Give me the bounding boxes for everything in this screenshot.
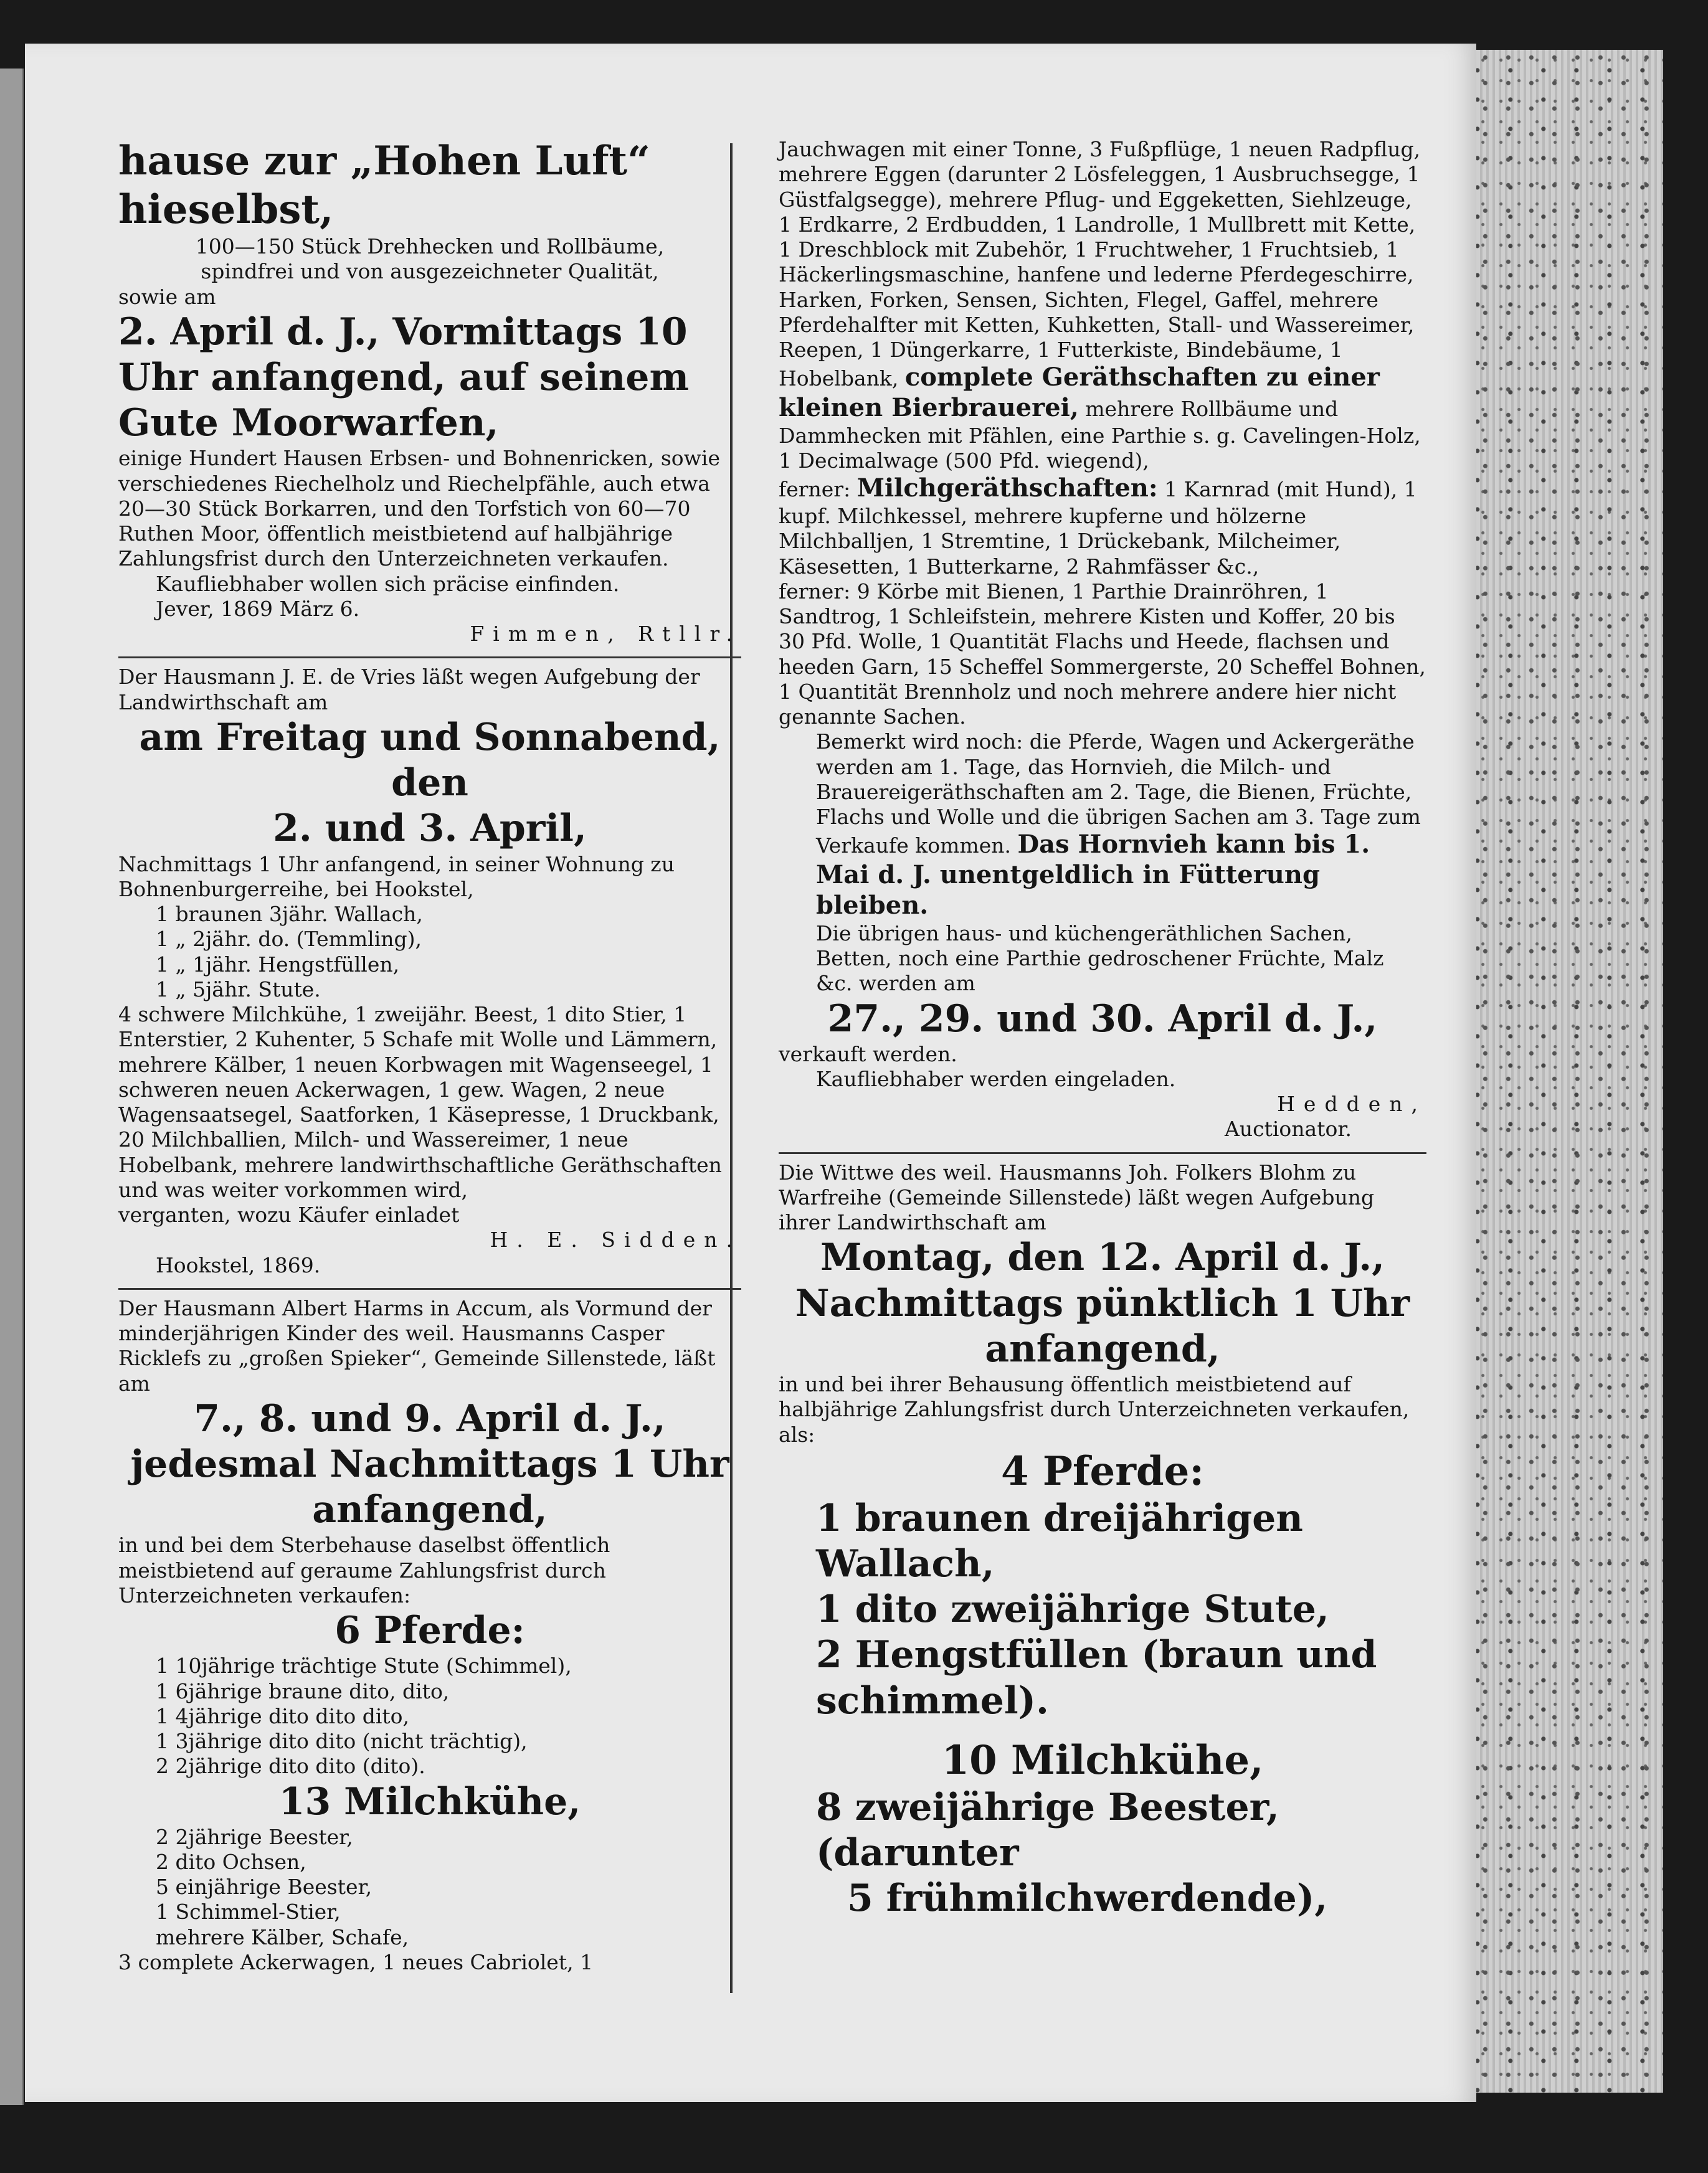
cont-body5: Die übrigen haus- und küchengeräthlichen Sachen, Betten, noch eine Parthie gedroschener Früchte, Malz &c. werden am: [816, 921, 1384, 996]
ad1-line1: hause zur „Hohen Luft“ hieselbst,: [118, 138, 650, 234]
ad1-signature: Fimmen, Rtllr.: [470, 622, 741, 646]
ad-separator: [118, 1288, 741, 1290]
cont-milk-equipment: ferner: Milchgeräthschaften: 1 Karnrad (mit Hund), 1 kupf. Milchkessel, mehrere kupferne und hölzerne Milchballjen, 1 Stremtine, 1 Drückebank, Milcheimer, Käsesetten, 1 Butterkarne, 2 Rahmfässer &c.,: [779, 473, 1417, 579]
ad4-cow: 8 zweijährige Beester, (darunter: [816, 1785, 1279, 1875]
cont-bold1: complete Geräthschaften zu einer kleinen Bierbrauerei,: [779, 362, 1380, 423]
cont-buyers: Kaufliebhaber werden eingeladen.: [816, 1066, 1176, 1091]
ad4-cows-heading: 10 Milchkühe,: [941, 1736, 1264, 1784]
ad2-item: 1 „ 2jähr. do. (Temmling),: [156, 927, 422, 952]
cont-bold2: Milchgeräthschaften:: [856, 473, 1158, 503]
ad3-horse: 1 3jährige dito dito (nicht trächtig),: [156, 1729, 528, 1754]
ad-moorwarfen: [118, 137, 741, 646]
ad3-cow: 2 2jährige Beester,: [156, 1824, 353, 1849]
ad3-cow: 3 complete Ackerwagen, 1 neues Cabriolet, 1: [118, 1949, 594, 1974]
ad3-horse: 2 2jährige dito dito (dito).: [156, 1754, 425, 1779]
ad1-line3: spindfrei und von ausgezeichneter Qualität,: [201, 259, 659, 284]
newspaper-page: [25, 44, 1476, 2102]
ad1-buyers: Kaufliebhaber wollen sich präcise einfinden.: [156, 571, 620, 596]
ad3-horse: 1 6jährige braune dito, dito,: [156, 1678, 450, 1703]
cont-note: Bemerkt wird noch: die Pferde, Wagen und Ackergeräthe werden am 1. Tage, das Hornvieh, die Milch- und Brauereigeräthschaften am 2. Tage, die Bienen, Früchte, Flachs und Wolle und die übrigen Sachen am 3. Tage zum Verkaufe kommen. Das Hornvieh kann bis 1. Mai d. J. unentgeldlich in Fütterung bleiben.: [816, 729, 1421, 920]
ad-harms: [118, 1296, 741, 1975]
ad2-intro: Der Hausmann J. E. de Vries läßt wegen Aufgebung der Landwirthschaft am: [118, 665, 700, 714]
right-column: [779, 137, 1426, 1921]
previous-page-edge: [0, 69, 24, 2105]
ad3-intro: Der Hausmann Albert Harms in Accum, als Vormund der minderjährigen Kinder des weil. Hausmanns Casper Ricklefs zu „großen Spieker“, Gemeinde Sillenstede, läßt am: [118, 1295, 716, 1396]
ad4-horse: 1 dito zweijährige Stute,: [816, 1588, 1329, 1632]
ad4-cow: 5 frühmilchwerdende),: [847, 1877, 1328, 1921]
cont-sold: verkauft werden.: [779, 1041, 957, 1066]
ad1-body: einige Hundert Hausen Erbsen- und Bohnenricken, sowie verschiedenes Riechelholz und Riechelpfähle, auch etwa 20—30 Stück Borkarren, und den Torfstich von 60—70 Ruthen Moor, öffentlich meistbietend auf halbjährige Zahlungsfrist durch den Unterzeichneten verkaufen.: [118, 446, 720, 571]
ad4-date: Montag, den 12. April d. J.,: [820, 1236, 1385, 1280]
ad4-body: in und bei ihrer Behausung öffentlich meistbietend auf halbjährige Zahlungsfrist durch Unterzeichneten verkaufen, als:: [779, 1372, 1410, 1447]
ad4-horse: 1 braunen dreijährigen Wallach,: [816, 1496, 1303, 1586]
ad3-body: in und bei dem Sterbehause daselbst öffentlich meistbietend auf geraume Zahlungsfrist durch Unterzeichneten verkaufen:: [118, 1533, 610, 1607]
ad2-date2: 2. und 3. April,: [273, 807, 587, 851]
ad-de-vries: [118, 665, 741, 1277]
ad-separator: [779, 1152, 1426, 1154]
left-column: [118, 137, 741, 1975]
ad4-intro: Die Wittwe des weil. Hausmanns Joh. Folkers Blohm zu Warfreihe (Gemeinde Sillenstede) läßt wegen Aufgebung ihrer Landwirthschaft am: [779, 1160, 1375, 1235]
book-page-edges: [1458, 50, 1663, 2093]
ad2-signature: H. E. Sidden.: [490, 1228, 741, 1252]
ad2-date: am Freitag und Sonnabend, den: [139, 715, 721, 805]
ad2-body: 4 schwere Milchkühe, 1 zweijähr. Beest, 1 dito Stier, 1 Enterstier, 2 Kuhenter, 5 Schafe mit Wolle und Lämmern, mehrere Kälber, 1 neuen Korbwagen mit Wagenseegel, 1 schweren neuen Ackerwagen, 1 gew. Wagen, 2 neue Wagensaatsegel, Saatforken, 1 Käsepresse, 1 Druckbank, 20 Milchballien, Milch- und Wassereimer, 1 neue Hobelbank, mehrere landwirthschaftliche Geräthschaften und was weiter vorkommen wird,: [118, 1002, 722, 1202]
ad3-horses-heading: 6 Pferde:: [334, 1609, 525, 1653]
ad4-time: Nachmittags pünktlich 1 Uhr anfangend,: [795, 1281, 1410, 1371]
cont-title: Auctionator.: [1225, 1117, 1352, 1142]
ad3-cow: 1 Schimmel-Stier,: [156, 1900, 341, 1924]
ad3-horse: 1 4jährige dito dito dito,: [156, 1703, 410, 1728]
cont-signature: Hedden,: [1277, 1092, 1426, 1117]
ad-separator: [118, 656, 741, 658]
ad4-horse: 2 Hengstfüllen (braun und schimmel).: [816, 1633, 1377, 1723]
ad1-line2: 100—150 Stück Drehhecken und Rollbäume,: [195, 234, 665, 259]
ad2-item: 1 „ 1jähr. Hengstfüllen,: [156, 952, 400, 977]
ad-continuation: [779, 137, 1426, 1142]
ad2-item: 1 „ 5jähr. Stute.: [156, 977, 321, 1001]
ad3-date: 7., 8. und 9. April d. J.,: [194, 1396, 666, 1441]
ad2-time: Nachmittags 1 Uhr anfangend, in seiner Wohnung zu Bohnenburgerreihe, bei Hookstel,: [118, 851, 675, 901]
ad1-date: 2. April d. J., Vormittags 10 Uhr anfangend, auf seinem Gute Moorwarfen,: [118, 310, 689, 445]
ad3-horse: 1 10jährige trächtige Stute (Schimmel),: [156, 1654, 572, 1678]
ad3-cow: 5 einjährige Beester,: [156, 1875, 372, 1900]
ad3-cow: 2 dito Ochsen,: [156, 1849, 306, 1874]
ad3-cow: mehrere Kälber, Schafe,: [156, 1924, 409, 1949]
cont-bold3: Das Hornvieh kann bis 1. Mai d. J. unentgeldlich in Fütterung bleiben.: [816, 830, 1370, 920]
ad1-place: Jever, 1869 März 6.: [156, 596, 360, 621]
ad4-horses-heading: 4 Pferde:: [1001, 1447, 1204, 1495]
cont-body1: Jauchwagen mit einer Tonne, 3 Fußpflüge, 1 neuen Radpflug, mehrere Eggen (darunter 2 Lösfeleggen, 1 Ausbruchsegge, 1 Güstfalgsegge), mehrere Pflug- und Eggeketten, Siehlzeuge, 1 Erdkarre, 2 Erdbudden, 1 Landrolle, 1 Mullbrett mit Kette, 1 Dreschblock mit Zubehör, 1 Fruchtweher, 1 Fruchtsieb, 1 Häckerlingsmaschine, hanfene und lederne Pferdegeschirre, Harken, Forken, Sensen, Sichten, Flegel, Gaffel, mehrere Pferdehalfter mit Ketten, Kuhketten, Stall- und Wassereimer, Reepen, 1 Düngerkarre, 1 Futterkiste, Bindebäume, 1 Hobelbank, complete Geräthschaften zu einer kleinen Bierbrauerei, mehrere Rollbäume und Dammhecken mit Pfählen, eine Parthie s. g. Cavelingen-Holz, 1 Decimalwage (500 Pfd. wiegend),: [779, 137, 1421, 473]
ad3-cows-heading: 13 Milchkühe,: [278, 1779, 581, 1824]
ad2-place: Hookstel, 1869.: [156, 1252, 321, 1277]
ad1-line4: sowie am: [118, 284, 216, 309]
ad3-time: jedesmal Nachmittags 1 Uhr anfangend,: [130, 1442, 729, 1532]
cont-misc: ferner: 9 Körbe mit Bienen, 1 Parthie Drainröhren, 1 Sandtrog, 1 Schleifstein, mehrere Kisten und Koffer, 20 bis 30 Pfd. Wolle, 1 Quantität Flachs und Heede, flachsen und heeden Garn, 15 Scheffel Sommergerste, 20 Scheffel Bohnen, 1 Quantität Brennholz und noch mehrere andere hier nicht genannte Sachen.: [779, 579, 1426, 729]
ad-blohm: [779, 1160, 1426, 1922]
cont-date: 27., 29. und 30. April d. J.,: [827, 997, 1378, 1041]
ad2-closing: verganten, wozu Käufer einladet: [118, 1203, 460, 1228]
ad2-item: 1 braunen 3jähr. Wallach,: [156, 902, 423, 927]
